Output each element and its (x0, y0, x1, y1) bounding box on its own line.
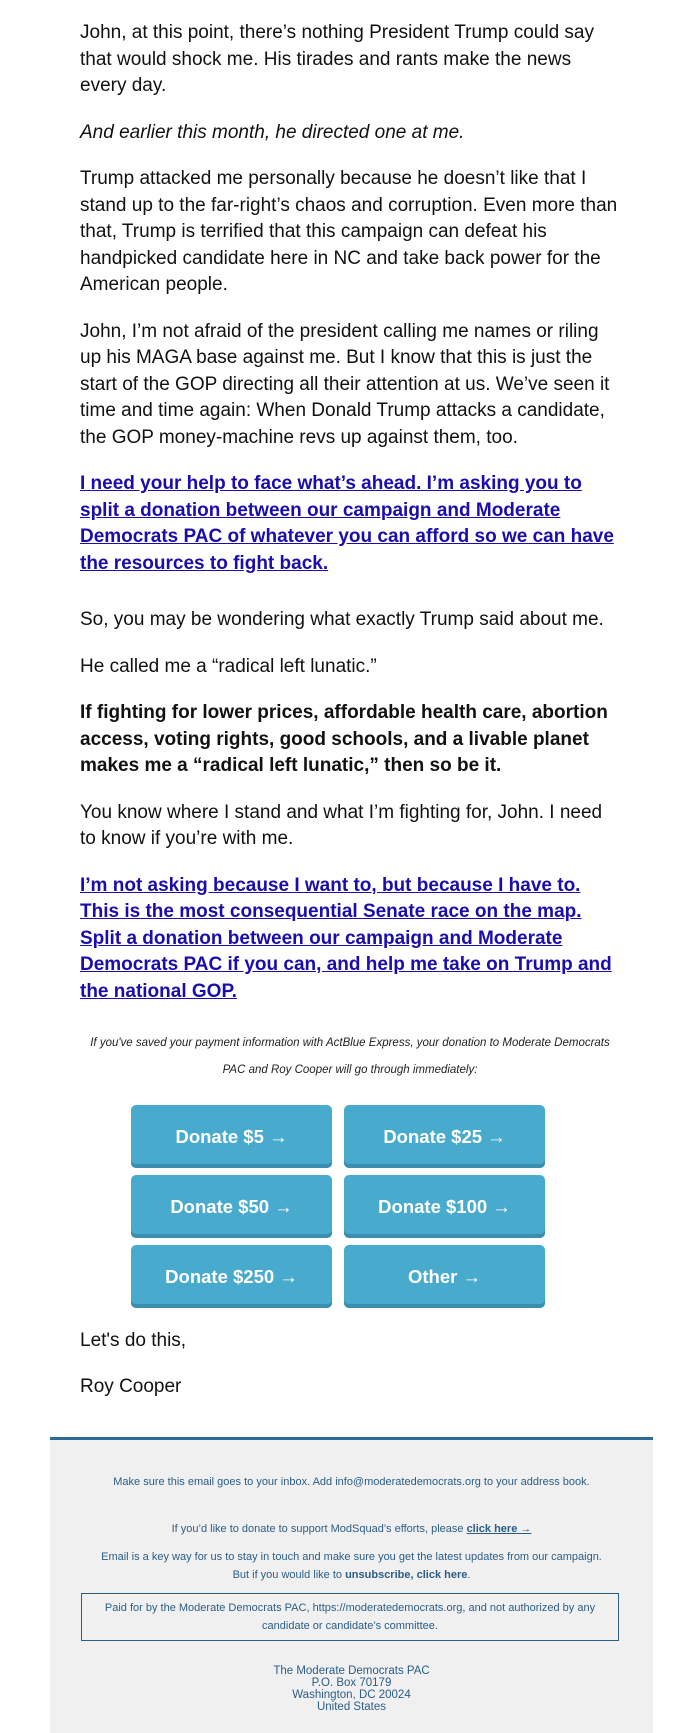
paid-for-text: Paid for by the Moderate Democrats PAC, https://moderatedemocrats.org, and not authorized by any candidate or candidate’s committee. (104, 1602, 596, 1632)
period: . (467, 1569, 471, 1581)
email-body (80, 20, 620, 1035)
donate-25-button[interactable]: Donate $25 → (344, 1105, 545, 1168)
donate-button-grid (131, 1105, 545, 1308)
footer (50, 1437, 653, 1733)
signature-name: Roy Cooper (80, 1376, 182, 1397)
donate-link[interactable]: I’m not asking because I want to, but because I have to. This is the most consequential Senate race on the map. Split a donation between our campaign and Moderate Democrats PAC if you can, and help me take on Trump and the national GOP. (80, 874, 612, 1002)
signoff (80, 1328, 186, 1420)
paragraph: You know where I stand and what I’m fighting for, John. I need to know if you’re with me. (80, 801, 603, 849)
donate-note-text: If you’d like to donate to support ModSquad’s efforts, please (171, 1523, 467, 1535)
unsubscribe-link[interactable]: unsubscribe, click here (345, 1569, 468, 1581)
mailing-address (50, 1665, 653, 1713)
paragraph: So, you may be wondering what exactly Trump said about me. (80, 609, 604, 630)
donate-note (50, 1520, 653, 1538)
donate-other-button[interactable]: Other → (344, 1245, 545, 1308)
address-line: The Moderate Democrats PAC (273, 1665, 430, 1677)
paragraph: He called me a “radical left lunatic.” (80, 655, 377, 677)
paragraph: John, I’m not afraid of the president calling me names or riling up his MAGA base against me. But I know that this is just the start of the GOP directing all their attention at us. We’ve seen it time and time again: When Donald Trump attacks a candidate, the GOP money-machine revs up against them, too. (80, 320, 610, 448)
donate-5-button[interactable]: Donate $5 → (131, 1105, 332, 1168)
donate-250-button[interactable]: Donate $250 → (131, 1245, 332, 1308)
closing: Let's do this, (80, 1330, 187, 1351)
email-note-text: Email is a key way for us to stay in touch and make sure you get the latest updates from our campaign. But if you would like to (101, 1551, 602, 1581)
paragraph: And earlier this month, he directed one at me. (80, 121, 465, 143)
paragraph: John, at this point, there’s nothing President Trump could say that would shock me. His tirades and rants make the news every day. (80, 22, 595, 96)
paragraph-bold: If fighting for lower prices, affordable health care, abortion access, voting rights, good schools, and a livable planet makes me a “radical left lunatic,” then so be it. (80, 702, 608, 776)
inbox-note: Make sure this email goes to your inbox. Add info@moderatedemocrats.org to your address book. (113, 1476, 590, 1488)
actblue-express-note: If you've saved your payment information with ActBlue Express, your donation to Moderate Democrats PAC and Roy Cooper will go through immediately: (90, 1037, 610, 1076)
unsubscribe-note (100, 1548, 603, 1584)
address-line: Washington, DC 20024 (292, 1689, 411, 1701)
donate-100-button[interactable]: Donate $100 → (344, 1175, 545, 1238)
paid-for-disclaimer-box (81, 1593, 619, 1641)
donate-link[interactable]: I need your help to face what’s ahead. I’m asking you to split a donation between our campaign and Moderate Democrats PAC of whatever you can afford so we can have the resources to fight back. (80, 473, 614, 574)
address-line: P.O. Box 70179 (311, 1677, 392, 1689)
donate-50-button[interactable]: Donate $50 → (131, 1175, 332, 1238)
paragraph: Trump attacked me personally because he doesn’t like that I stand up to the far-right’s chaos and corruption. Even more than that, Trump is terrified that this campaign can defeat his handpicked candidate here in NC and take back power for the American people. (80, 168, 618, 295)
donate-click-here-link[interactable]: click here → (466, 1523, 532, 1535)
address-line: United States (316, 1701, 387, 1713)
